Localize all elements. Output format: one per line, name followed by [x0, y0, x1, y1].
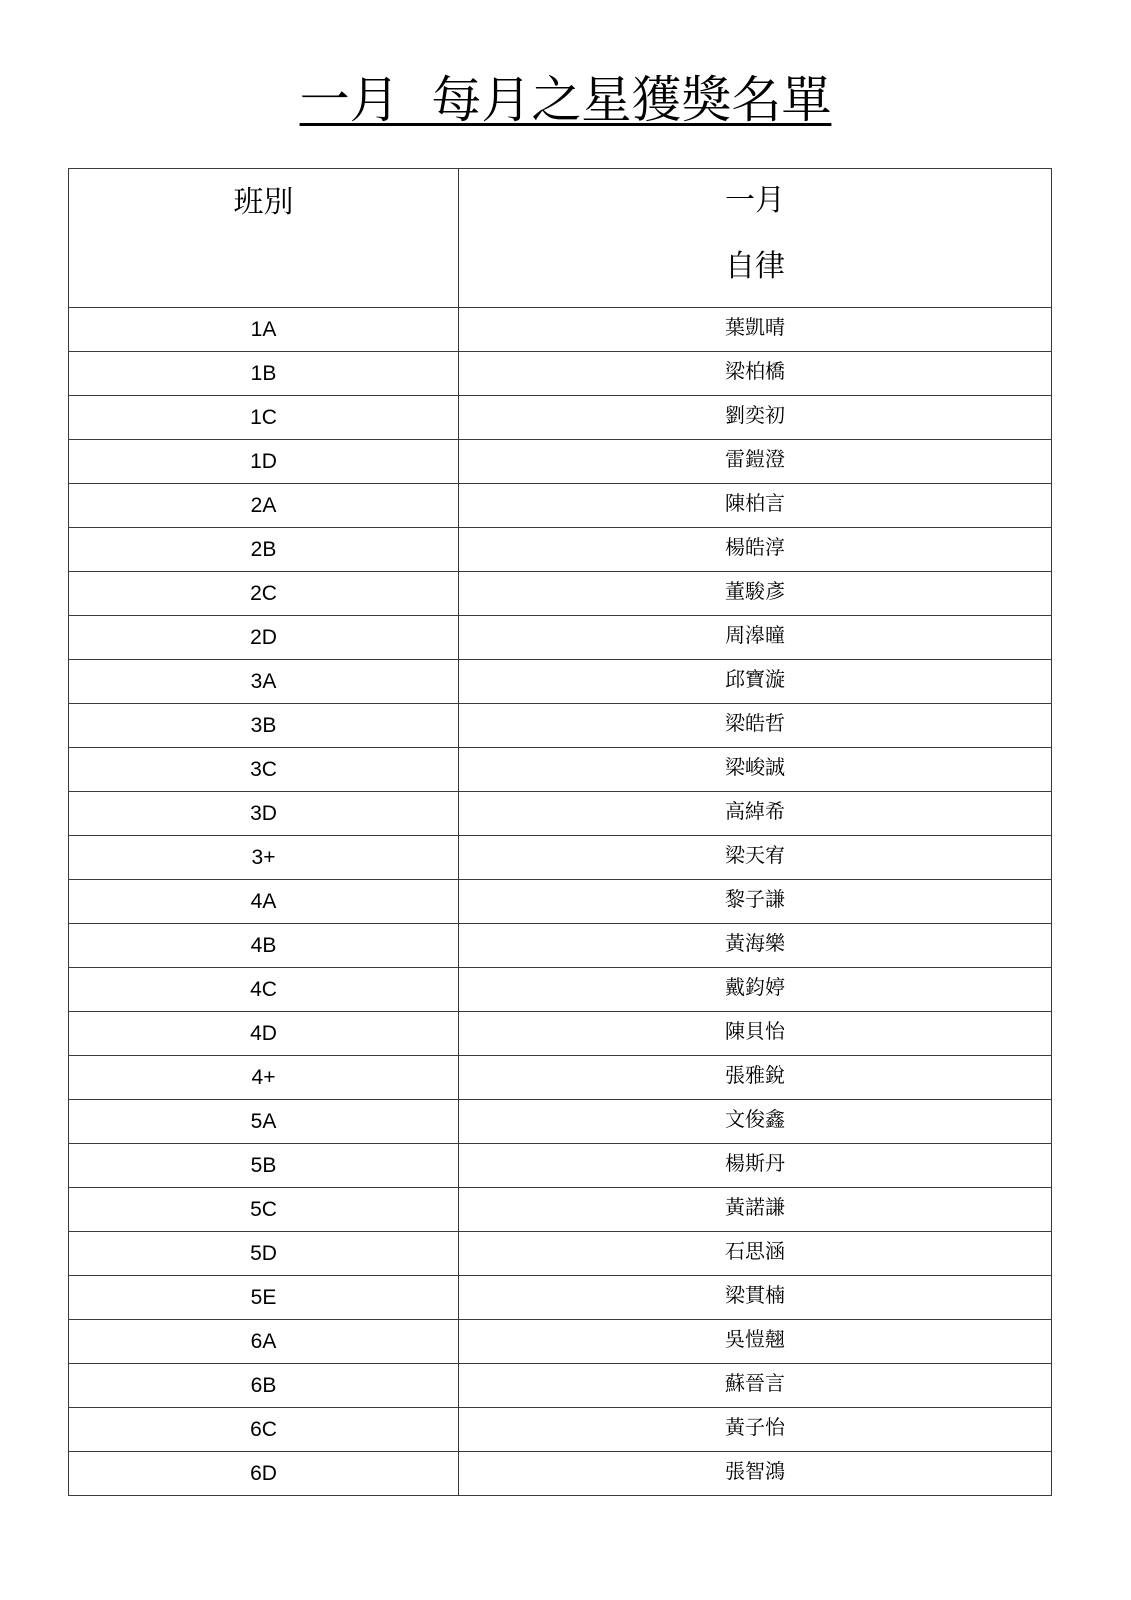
table-row — [69, 440, 1052, 484]
class-cell: 4B — [69, 924, 459, 968]
student-name-cell: 黃海樂 — [459, 924, 1052, 968]
class-cell: 5E — [69, 1276, 459, 1320]
class-cell: 3C — [69, 748, 459, 792]
table-row — [69, 1452, 1052, 1496]
table-row — [69, 836, 1052, 880]
table-row — [69, 660, 1052, 704]
table-row — [69, 748, 1052, 792]
student-name-cell: 邱寶漩 — [459, 660, 1052, 704]
student-name-cell: 張智鴻 — [459, 1452, 1052, 1496]
class-cell: 6A — [69, 1320, 459, 1364]
table-row — [69, 968, 1052, 1012]
table-row — [69, 704, 1052, 748]
month-column-header — [459, 169, 1052, 308]
class-column-header: 班別 — [69, 169, 459, 308]
table-row — [69, 1232, 1052, 1276]
table-row — [69, 352, 1052, 396]
page-title: 一月 每月之星獲獎名單 — [299, 71, 832, 129]
category-label: 自律 — [725, 249, 785, 284]
class-cell: 5C — [69, 1188, 459, 1232]
class-cell: 6C — [69, 1408, 459, 1452]
student-name-cell: 葉凱晴 — [459, 308, 1052, 352]
table-row — [69, 1012, 1052, 1056]
student-name-cell: 梁峻誠 — [459, 748, 1052, 792]
class-cell: 4+ — [69, 1056, 459, 1100]
student-name-cell: 梁貫楠 — [459, 1276, 1052, 1320]
class-cell: 2B — [69, 528, 459, 572]
table-row — [69, 1364, 1052, 1408]
table-row — [69, 528, 1052, 572]
class-cell: 1B — [69, 352, 459, 396]
student-name-cell: 陳柏言 — [459, 484, 1052, 528]
student-name-cell: 黃子怡 — [459, 1408, 1052, 1452]
table-row — [69, 1100, 1052, 1144]
class-cell: 2D — [69, 616, 459, 660]
class-cell: 6D — [69, 1452, 459, 1496]
student-name-cell: 楊皓淳 — [459, 528, 1052, 572]
class-cell: 3B — [69, 704, 459, 748]
month-label: 一月 — [725, 183, 785, 218]
student-name-cell: 梁皓哲 — [459, 704, 1052, 748]
class-cell: 5D — [69, 1232, 459, 1276]
student-name-cell: 黎子謙 — [459, 880, 1052, 924]
table-row — [69, 572, 1052, 616]
table-header-row — [69, 169, 1052, 308]
class-cell: 3+ — [69, 836, 459, 880]
table-row — [69, 880, 1052, 924]
class-cell: 3D — [69, 792, 459, 836]
student-name-cell: 雷鎧澄 — [459, 440, 1052, 484]
class-cell: 5B — [69, 1144, 459, 1188]
student-name-cell: 黃諾謙 — [459, 1188, 1052, 1232]
class-cell: 4C — [69, 968, 459, 1012]
table-row — [69, 1144, 1052, 1188]
class-cell: 1D — [69, 440, 459, 484]
table-row — [69, 1056, 1052, 1100]
class-cell: 6B — [69, 1364, 459, 1408]
table-row — [69, 792, 1052, 836]
student-name-cell: 周滜曈 — [459, 616, 1052, 660]
student-name-cell: 蘇晉言 — [459, 1364, 1052, 1408]
student-name-cell: 陳貝怡 — [459, 1012, 1052, 1056]
student-name-cell: 石思涵 — [459, 1232, 1052, 1276]
table-row — [69, 1188, 1052, 1232]
student-name-cell: 劉奕初 — [459, 396, 1052, 440]
student-name-cell: 戴鈞婷 — [459, 968, 1052, 1012]
class-cell: 3A — [69, 660, 459, 704]
table-row — [69, 396, 1052, 440]
class-cell: 4D — [69, 1012, 459, 1056]
class-cell: 2C — [69, 572, 459, 616]
class-cell: 1A — [69, 308, 459, 352]
table-row — [69, 1320, 1052, 1364]
table-row — [69, 1276, 1052, 1320]
table-row — [69, 308, 1052, 352]
student-name-cell: 文俊鑫 — [459, 1100, 1052, 1144]
class-cell: 2A — [69, 484, 459, 528]
table-row — [69, 924, 1052, 968]
table-body — [69, 308, 1052, 1496]
student-name-cell: 董駿彥 — [459, 572, 1052, 616]
student-name-cell: 梁柏橋 — [459, 352, 1052, 396]
table-row — [69, 1408, 1052, 1452]
class-cell: 4A — [69, 880, 459, 924]
student-name-cell: 吳愷翹 — [459, 1320, 1052, 1364]
student-name-cell: 高綽希 — [459, 792, 1052, 836]
award-table — [68, 168, 1052, 1496]
student-name-cell: 梁天宥 — [459, 836, 1052, 880]
class-cell: 5A — [69, 1100, 459, 1144]
table-row — [69, 616, 1052, 660]
student-name-cell: 楊斯丹 — [459, 1144, 1052, 1188]
student-name-cell: 張雅銳 — [459, 1056, 1052, 1100]
table-row — [69, 484, 1052, 528]
class-cell: 1C — [69, 396, 459, 440]
